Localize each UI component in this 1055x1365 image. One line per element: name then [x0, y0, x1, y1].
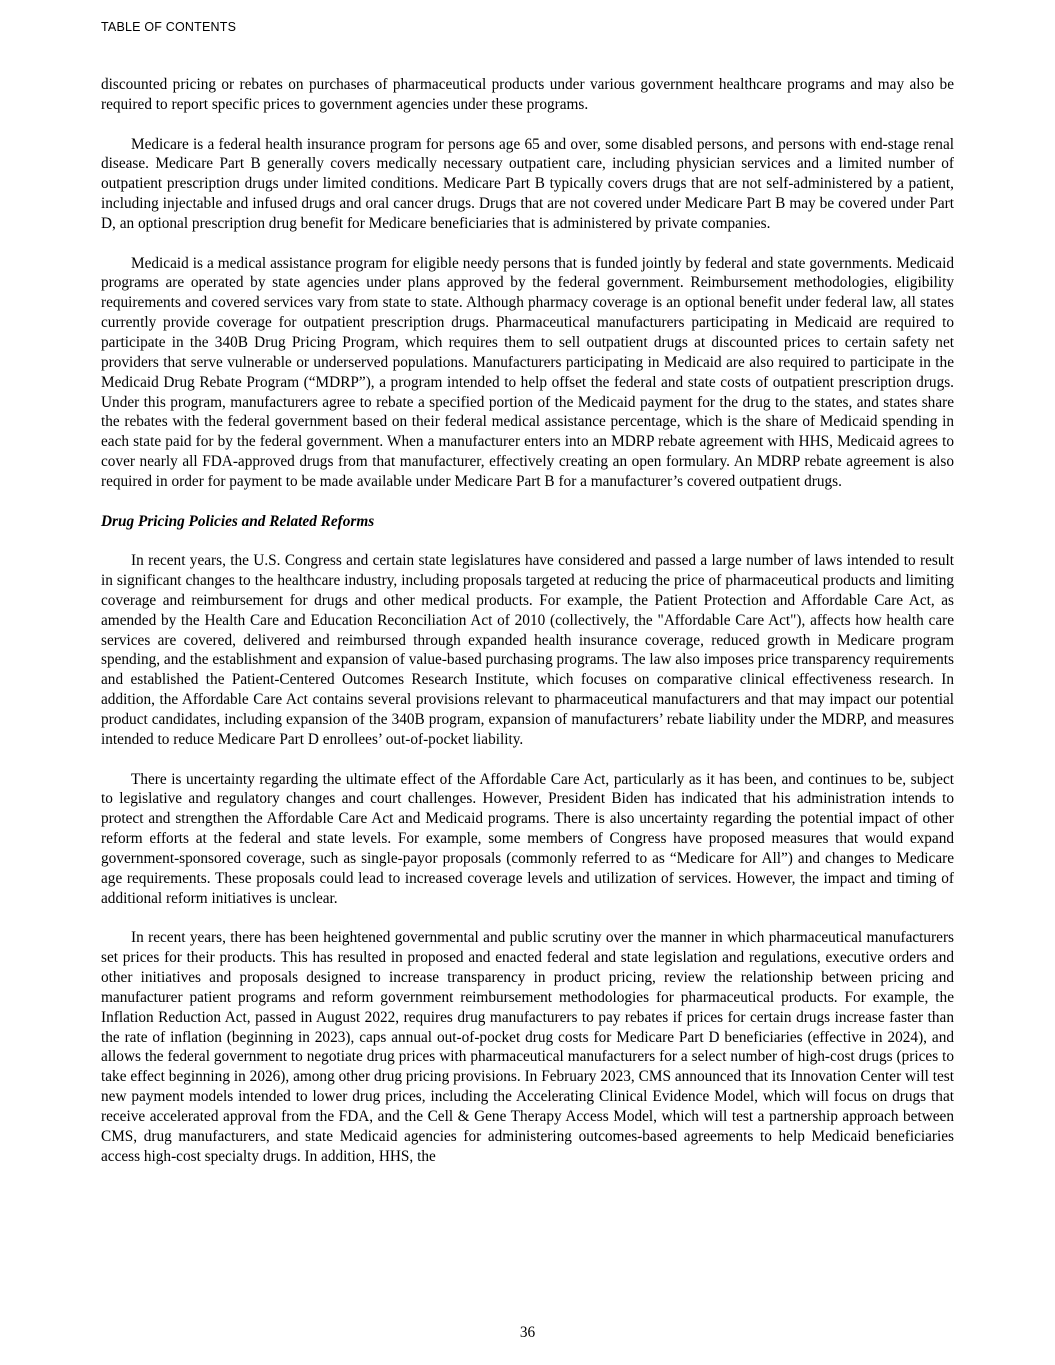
paragraph-reforms: In recent years, the U.S. Congress and certain state legislatures have considered and passed a large number of laws intended to result in significant changes to the healthcare industry, including proposals targeted at reducing the price of pharmaceutical products and limiting coverage and reimbursement for drugs and other medical products. For example, the Patient Protection and Affordable Care Act, as amended by the Health Care and Education Reconciliation Act of 2010 (collectively, the "Affordable Care Act"), affects how health care services are covered, delivered and reimbursed through expanded health insurance coverage, reduced growth in Medicare program spending, and the establishment and expansion of value-based purchasing programs. The law also imposes price transparency requirements and established the Patient-Centered Outcomes Research Institute, which focuses on comparative clinical effectiveness research. In addition, the Affordable Care Act contains several provisions relevant to pharmaceutical manufacturers and that may impact our potential product candidates, including expansion of the 340B program, expansion of manufacturers’ rebate liability under the MDRP, and measures intended to reduce Medicare Part D enrollees’ out-of-pocket liability. — [101, 552, 954, 748]
paragraph-scrutiny: In recent years, there has been heightened governmental and public scrutiny over the manner in which pharmaceutical manufacturers set prices for their products. This has resulted in proposed and enacted federal and state legislation and regulations, executive orders and other initiatives and proposals designed to increase transparency in product pricing, review the relationship between pricing and manufacturer patient programs and reform government reimbursement methodologies for pharmaceutical products. For example, the Inflation Reduction Act, passed in August 2022, requires drug manufacturers to pay rebates if prices for certain drugs increase faster than the rate of inflation (beginning in 2023), caps annual out-of-pocket drug costs for Medicare Part D beneficiaries (effective in 2024), and allows the federal government to negotiate drug prices with pharmaceutical manufacturers for a select number of high-cost drugs (prices to take effect beginning in 2026), among other drug pricing provisions. In February 2023, CMS announced that its Innovation Center will test new payment models intended to lower drug prices, including the Accelerating Clinical Evidence Model, which will focus on drugs that receive accelerated approval from the FDA, and the Cell & Gene Therapy Access Model, which will test a partnership approach between CMS, drug manufacturers, and state Medicaid agencies for administering outcomes-based agreements to help Medicaid beneficiaries access high-cost specialty drugs. In addition, HHS, the — [101, 929, 954, 1165]
page-number: 36 — [519, 1324, 536, 1341]
paragraph-continued: discounted pricing or rebates on purchases of pharmaceutical products under various government healthcare programs and may also be required to report specific prices to government agencies under these programs. — [101, 76, 954, 113]
table-of-contents-link[interactable]: TABLE OF CONTENTS — [101, 20, 237, 34]
paragraph-uncertainty: There is uncertainty regarding the ultimate effect of the Affordable Care Act, particularly as it has been, and continues to be, subject to legislative and regulatory changes and court challenges. However, President Biden has indicated that his administration intends to protect and strengthen the Affordable Care Act and Medicaid programs. There is also uncertainty regarding the potential impact of other reform efforts at the federal and state levels. For example, some members of Congress have proposed measures that would expand government-sponsored coverage, such as single-payor proposals (commonly referred to as “Medicare for All”) and changes to Medicare age requirements. These proposals could lead to increased coverage levels and utilization of services. However, the impact and timing of additional reform initiatives is unclear. — [101, 770, 954, 907]
paragraph-medicare: Medicare is a federal health insurance program for persons age 65 and over, some disabled persons, and persons with end-stage renal disease. Medicare Part B generally covers medically necessary outpatient care, including physician services and a limited number of outpatient prescription drugs under limited conditions. Medicare Part B typically covers drugs that are not self-administered by a patient, including injectable and infused drugs and oral cancer drugs. Drugs that are not covered under Medicare Part B may be covered under Part D, an optional prescription drug benefit for Medicare beneficiaries that is administered by private companies. — [101, 135, 954, 232]
section-heading-drug-pricing: Drug Pricing Policies and Related Reforms — [101, 512, 375, 530]
document-body — [101, 75, 954, 1186]
paragraph-medicaid: Medicaid is a medical assistance program for eligible needy persons that is funded jointly by federal and state governments. Medicaid programs are operated by state agencies under plans approved by the federal government. Reimbursement methodologies, eligibility requirements and covered services vary from state to state. Although pharmacy coverage is an optional benefit under federal law, all states currently provide coverage for outpatient prescription drugs. Pharmaceutical manufacturers participating in Medicaid are required to participate in the 340B Drug Pricing Program, which requires them to sell outpatient drugs at discounted prices to certain safety net providers that serve vulnerable or underserved populations. Manufacturers participating in Medicaid are also required to participate in the Medicaid Drug Rebate Program (“MDRP”), a program intended to help offset the federal and state costs of outpatient prescription drugs. Under this program, manufacturers agree to rebate a specified portion of the Medicaid payment for the drug to the states, and states share the rebates with the federal government based on their federal medical assistance percentage, which is the share of Medicaid spending in each state paid for by the federal government. When a manufacturer enters into an MDRP rebate agreement with HHS, Medicaid agrees to cover nearly all FDA-approved drugs from that manufacturer, effectively creating an open formulary. An MDRP rebate agreement is also required in order for payment to be made available under Medicare Part B for a manufacturer’s covered outpatient drugs. — [101, 254, 954, 490]
